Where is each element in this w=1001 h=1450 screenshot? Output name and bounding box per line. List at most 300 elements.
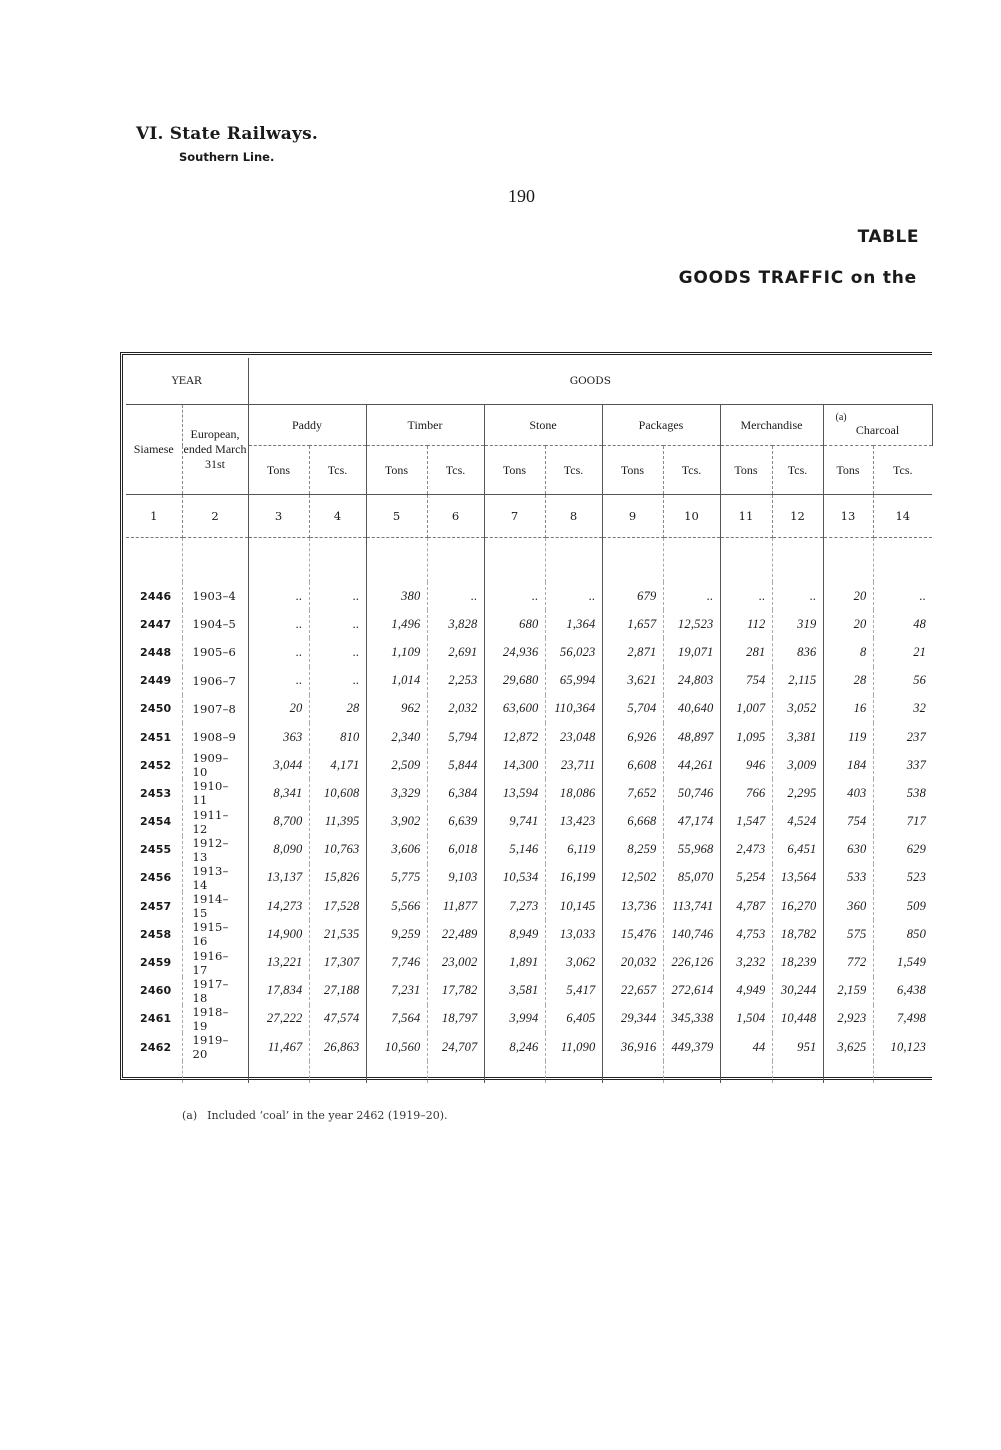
table-cell: 5,417: [545, 977, 602, 1005]
footnote-mark: (a): [182, 1109, 198, 1122]
table-cell: ..: [663, 582, 720, 610]
table-cell: 2,923: [823, 1005, 873, 1033]
unit-tons: Tons: [720, 446, 772, 495]
table-cell: 5,704: [602, 695, 663, 723]
table-cell: ..: [309, 667, 366, 695]
table-row: [126, 695, 932, 723]
unit-tcs: Tcs.: [663, 446, 720, 495]
table-cell: 14,900: [248, 920, 309, 948]
table-cell: 17,834: [248, 977, 309, 1005]
column-number: 2: [182, 495, 248, 538]
column-number: 11: [720, 495, 772, 538]
siamese-year-cell: 2449: [126, 667, 182, 695]
table-row: [126, 892, 932, 920]
table-cell: 48,897: [663, 723, 720, 751]
table-heading: GOODS TRAFFIC on the: [678, 268, 917, 288]
table-cell: 17,528: [309, 892, 366, 920]
table-cell: 44: [720, 1033, 772, 1061]
column-number: 13: [823, 495, 873, 538]
table-cell: 319: [772, 610, 823, 638]
table-cell: 10,123: [890, 1039, 927, 1054]
table-cell: 2,159: [823, 977, 873, 1005]
siamese-year-cell: 2456: [126, 864, 182, 892]
table-cell: 2,253: [427, 667, 484, 695]
table-cell: 237: [906, 729, 927, 744]
table-cell: 1,549: [896, 955, 927, 970]
table-cell: 3,994: [484, 1005, 545, 1033]
table-cell: 21: [913, 644, 927, 659]
table-row: [126, 667, 932, 695]
table-cell: ..: [309, 610, 366, 638]
column-number: 14: [873, 495, 932, 538]
table-cell: 5,566: [366, 892, 427, 920]
table-cell: 63,600: [484, 695, 545, 723]
table-row: [126, 920, 932, 948]
column-number: 10: [663, 495, 720, 538]
european-year-cell: 1906–7: [182, 667, 248, 695]
table-cell: 55,968: [663, 836, 720, 864]
siamese-year-cell: 2462: [126, 1033, 182, 1061]
table-cell: 56,023: [545, 638, 602, 666]
table-cell: ..: [248, 667, 309, 695]
table-cell: 13,137: [248, 864, 309, 892]
table-cell: 6,438: [896, 983, 927, 998]
table-body: [126, 538, 932, 1084]
table-cell: 836: [772, 638, 823, 666]
table-cell: 6,608: [602, 751, 663, 779]
table-row: [126, 808, 932, 836]
spacer-row: [126, 1061, 932, 1083]
european-year-cell: 1913–14: [182, 864, 248, 892]
footnote: [182, 1109, 448, 1122]
table-row: [126, 723, 932, 751]
unit-tcs: Tcs.: [309, 446, 366, 495]
column-number: 4: [309, 495, 366, 538]
siamese-year-cell: 2461: [126, 1005, 182, 1033]
siamese-year-cell: 2446: [126, 582, 182, 610]
table-cell: 17,307: [309, 948, 366, 976]
table-cell: 4,171: [309, 751, 366, 779]
table-cell: 29,680: [484, 667, 545, 695]
table-cell: 680: [484, 610, 545, 638]
table-cell: 112: [720, 610, 772, 638]
table-cell: 5,146: [484, 836, 545, 864]
column-number: 3: [248, 495, 309, 538]
table-cell: 23,002: [427, 948, 484, 976]
column-number: 12: [772, 495, 823, 538]
table-cell: 20,032: [602, 948, 663, 976]
table-cell: 4,753: [720, 920, 772, 948]
table-cell: 10,145: [545, 892, 602, 920]
table-cell: ..: [427, 582, 484, 610]
table-row: [126, 638, 932, 666]
table-row: [126, 1005, 932, 1033]
table-cell: 17,782: [427, 977, 484, 1005]
table-cell: ..: [309, 582, 366, 610]
table-cell: 1,496: [366, 610, 427, 638]
table-cell: ..: [772, 582, 823, 610]
siamese-header: Siamese: [126, 405, 182, 495]
table-cell: 44,261: [663, 751, 720, 779]
table-cell: 20: [248, 695, 309, 723]
table-cell: 5,775: [366, 864, 427, 892]
table-cell: ..: [545, 582, 602, 610]
table-cell: 9,741: [484, 808, 545, 836]
table-row: [126, 977, 932, 1005]
table-cell: 16,270: [772, 892, 823, 920]
table-cell: 47,174: [663, 808, 720, 836]
spacer-row: [126, 538, 932, 583]
table-cell: 8,700: [248, 808, 309, 836]
group-header-packages: Packages: [602, 405, 720, 446]
table-cell: 226,126: [663, 948, 720, 976]
table-cell: 403: [823, 779, 873, 807]
unit-tons: Tons: [484, 446, 545, 495]
european-header: European, ended March 31st: [182, 405, 248, 495]
unit-tons: Tons: [366, 446, 427, 495]
table-cell: 13,736: [602, 892, 663, 920]
table-cell: 23,048: [545, 723, 602, 751]
european-year-cell: 1909–10: [182, 751, 248, 779]
european-year-cell: 1910–11: [182, 779, 248, 807]
table-cell: 6,926: [602, 723, 663, 751]
table-cell: ..: [919, 588, 927, 603]
table-cell: 4,787: [720, 892, 772, 920]
table-cell: 6,119: [545, 836, 602, 864]
table-cell: 363: [248, 723, 309, 751]
table-cell: 8,246: [484, 1033, 545, 1061]
table-row: [126, 1033, 932, 1061]
table-cell: 509: [906, 898, 927, 913]
table-cell: 47,574: [309, 1005, 366, 1033]
table-cell: 7,746: [366, 948, 427, 976]
european-year-cell: 1915–16: [182, 920, 248, 948]
table-cell: 3,381: [772, 723, 823, 751]
table-row: [126, 751, 932, 779]
european-year-cell: 1907–8: [182, 695, 248, 723]
table-cell: 2,473: [720, 836, 772, 864]
section-subtitle: Southern Line.: [179, 150, 275, 164]
table-cell: 575: [823, 920, 873, 948]
table-row: [126, 610, 932, 638]
table-cell: 717: [906, 814, 927, 829]
table-cell: 11,090: [545, 1033, 602, 1061]
table-cell: 110,364: [545, 695, 602, 723]
table-cell: 962: [366, 695, 427, 723]
table-cell: 13,221: [248, 948, 309, 976]
table-cell: 26,863: [309, 1033, 366, 1061]
column-number: 1: [126, 495, 182, 538]
table-cell: 1,657: [602, 610, 663, 638]
siamese-year-cell: 2447: [126, 610, 182, 638]
table-cell: 5,794: [427, 723, 484, 751]
table-cell: 2,871: [602, 638, 663, 666]
table-cell: 30,244: [772, 977, 823, 1005]
unit-tons: Tons: [823, 446, 873, 495]
group-header-paddy: Paddy: [248, 405, 366, 446]
group-header-merchandise: Merchandise: [720, 405, 823, 446]
table-cell: 21,535: [309, 920, 366, 948]
table-cell: 6,451: [772, 836, 823, 864]
unit-tons: Tons: [248, 446, 309, 495]
table-cell: 56: [913, 673, 927, 688]
table-cell: 50,746: [663, 779, 720, 807]
table-cell: 380: [366, 582, 427, 610]
column-number: 6: [427, 495, 484, 538]
table-cell: 48: [913, 616, 927, 631]
table-cell: 40,640: [663, 695, 720, 723]
header-row-top: [126, 358, 932, 405]
table-cell: 28: [309, 695, 366, 723]
table-cell: 11,877: [427, 892, 484, 920]
table-cell: 630: [823, 836, 873, 864]
table-cell: 13,033: [545, 920, 602, 948]
siamese-year-cell: 2455: [126, 836, 182, 864]
table-cell: 19,071: [663, 638, 720, 666]
table-cell: 1,504: [720, 1005, 772, 1033]
table-label: TABLE: [857, 227, 919, 247]
unit-tcs: Tcs.: [427, 446, 484, 495]
unit-tcs: Tcs.: [873, 446, 932, 495]
table-cell: 24,936: [484, 638, 545, 666]
table-cell: 85,070: [663, 864, 720, 892]
table-cell: 11,395: [309, 808, 366, 836]
table-cell: 32: [913, 701, 927, 716]
table-cell: 12,872: [484, 723, 545, 751]
table-cell: 679: [602, 582, 663, 610]
table-cell: 345,338: [663, 1005, 720, 1033]
table-cell: 8,090: [248, 836, 309, 864]
table-cell: 7,498: [896, 1011, 927, 1026]
table-cell: 119: [823, 723, 873, 751]
table-cell: 18,086: [545, 779, 602, 807]
table-cell: 113,741: [663, 892, 720, 920]
table-cell: 2,032: [427, 695, 484, 723]
table-cell: 337: [906, 757, 927, 772]
table-cell: ..: [309, 638, 366, 666]
table-cell: 10,534: [484, 864, 545, 892]
table-cell: 3,062: [545, 948, 602, 976]
table-cell: 754: [720, 667, 772, 695]
table-cell: 3,902: [366, 808, 427, 836]
group-header-stone: Stone: [484, 405, 602, 446]
table-cell: 5,254: [720, 864, 772, 892]
table-cell: 14,300: [484, 751, 545, 779]
table-cell: 281: [720, 638, 772, 666]
table-cell: 3,232: [720, 948, 772, 976]
table-cell: 29,344: [602, 1005, 663, 1033]
table-cell: 360: [823, 892, 873, 920]
european-year-cell: 1911–12: [182, 808, 248, 836]
table-cell: 22,489: [427, 920, 484, 948]
table-cell: 6,668: [602, 808, 663, 836]
siamese-year-cell: 2450: [126, 695, 182, 723]
table-cell: 13,594: [484, 779, 545, 807]
european-year-cell: 1919–20: [182, 1033, 248, 1061]
column-number: 8: [545, 495, 602, 538]
table-cell: 2,691: [427, 638, 484, 666]
table-cell: 850: [906, 926, 927, 941]
table-cell: 3,329: [366, 779, 427, 807]
table-cell: 140,746: [663, 920, 720, 948]
table-cell: 3,052: [772, 695, 823, 723]
table-cell: 7,652: [602, 779, 663, 807]
european-year-cell: 1917–18: [182, 977, 248, 1005]
european-year-cell: 1918–19: [182, 1005, 248, 1033]
table-cell: 23,711: [545, 751, 602, 779]
table-cell: 10,560: [366, 1033, 427, 1061]
table-cell: 772: [823, 948, 873, 976]
table-cell: 27,188: [309, 977, 366, 1005]
european-year-cell: 1904–5: [182, 610, 248, 638]
table-cell: 10,608: [309, 779, 366, 807]
table-cell: 3,581: [484, 977, 545, 1005]
siamese-year-cell: 2453: [126, 779, 182, 807]
siamese-year-cell: 2448: [126, 638, 182, 666]
table-cell: 6,018: [427, 836, 484, 864]
table-row: [126, 836, 932, 864]
table-cell: 22,657: [602, 977, 663, 1005]
european-year-cell: 1908–9: [182, 723, 248, 751]
european-year-cell: 1912–13: [182, 836, 248, 864]
table-cell: 2,340: [366, 723, 427, 751]
table-cell: 18,239: [772, 948, 823, 976]
table-cell: 18,797: [427, 1005, 484, 1033]
table-cell: 523: [906, 870, 927, 885]
table-row: [126, 864, 932, 892]
table-cell: 1,014: [366, 667, 427, 695]
table-cell: 15,476: [602, 920, 663, 948]
table-cell: 1,007: [720, 695, 772, 723]
table-cell: 11,467: [248, 1033, 309, 1061]
column-number: 7: [484, 495, 545, 538]
charcoal-note-mark: (a): [835, 412, 847, 423]
european-year-cell: 1914–15: [182, 892, 248, 920]
table-cell: 1,364: [545, 610, 602, 638]
table-cell: 28: [823, 667, 873, 695]
goods-header: GOODS: [248, 358, 932, 405]
table-cell: 24,803: [663, 667, 720, 695]
table-cell: 6,405: [545, 1005, 602, 1033]
table-cell: 9,259: [366, 920, 427, 948]
table-cell: ..: [248, 582, 309, 610]
table-cell: 538: [906, 785, 927, 800]
table-cell: 1,547: [720, 808, 772, 836]
table-cell: 810: [309, 723, 366, 751]
table-cell: ..: [248, 610, 309, 638]
table-row: [126, 582, 932, 610]
column-number-row: [126, 495, 932, 538]
group-header-timber: Timber: [366, 405, 484, 446]
table-cell: 12,523: [663, 610, 720, 638]
table-cell: 3,606: [366, 836, 427, 864]
table-row: [126, 779, 932, 807]
table-cell: 3,009: [772, 751, 823, 779]
column-number: 9: [602, 495, 663, 538]
table-cell: 6,384: [427, 779, 484, 807]
siamese-year-cell: 2452: [126, 751, 182, 779]
table-cell: 2,295: [772, 779, 823, 807]
table-cell: 9,103: [427, 864, 484, 892]
siamese-year-cell: 2460: [126, 977, 182, 1005]
table-cell: 36,916: [602, 1033, 663, 1061]
siamese-year-cell: 2458: [126, 920, 182, 948]
european-year-cell: 1916–17: [182, 948, 248, 976]
table-cell: 27,222: [248, 1005, 309, 1033]
header-row-groups: [126, 405, 932, 446]
page-number: 190: [508, 186, 535, 206]
table-cell: 629: [906, 842, 927, 857]
table-cell: 15,826: [309, 864, 366, 892]
unit-tcs: Tcs.: [772, 446, 823, 495]
table-cell: 10,763: [309, 836, 366, 864]
siamese-year-cell: 2459: [126, 948, 182, 976]
siamese-year-cell: 2451: [126, 723, 182, 751]
table-cell: 24,707: [427, 1033, 484, 1061]
table-cell: 4,524: [772, 808, 823, 836]
table-cell: 7,231: [366, 977, 427, 1005]
charcoal-label: Charcoal: [855, 423, 900, 437]
table-cell: 7,564: [366, 1005, 427, 1033]
table-cell: 20: [823, 582, 873, 610]
table-row: [126, 948, 932, 976]
table-cell: 18,782: [772, 920, 823, 948]
table-cell: 184: [823, 751, 873, 779]
table-cell: ..: [248, 638, 309, 666]
table-cell: 20: [823, 610, 873, 638]
table-cell: 7,273: [484, 892, 545, 920]
table-cell: 10,448: [772, 1005, 823, 1033]
siamese-year-cell: 2454: [126, 808, 182, 836]
european-year-cell: 1903–4: [182, 582, 248, 610]
group-header-charcoal: [823, 405, 932, 446]
table-cell: 3,625: [823, 1033, 873, 1061]
table-cell: 449,379: [663, 1033, 720, 1061]
table-cell: 8,949: [484, 920, 545, 948]
siamese-year-cell: 2457: [126, 892, 182, 920]
table-cell: 5,844: [427, 751, 484, 779]
table-cell: 6,639: [427, 808, 484, 836]
table-cell: 1,095: [720, 723, 772, 751]
table-cell: 2,509: [366, 751, 427, 779]
section-title: VI. State Railways.: [136, 124, 318, 144]
table-cell: 16: [823, 695, 873, 723]
table-cell: 754: [823, 808, 873, 836]
column-number: 5: [366, 495, 427, 538]
table-cell: 3,044: [248, 751, 309, 779]
table-cell: ..: [720, 582, 772, 610]
footnote-text: Included ‘coal’ in the year 2462 (1919–20).: [207, 1109, 448, 1122]
table-cell: 946: [720, 751, 772, 779]
table-cell: 8,341: [248, 779, 309, 807]
table-cell: 14,273: [248, 892, 309, 920]
table-cell: 8,259: [602, 836, 663, 864]
table-cell: 16,199: [545, 864, 602, 892]
european-year-cell: 1905–6: [182, 638, 248, 666]
table-cell: 3,828: [427, 610, 484, 638]
unit-tons: Tons: [602, 446, 663, 495]
table-cell: 65,994: [545, 667, 602, 695]
table-cell: 8: [823, 638, 873, 666]
table-cell: 2,115: [772, 667, 823, 695]
table-cell: 1,891: [484, 948, 545, 976]
table-cell: 4,949: [720, 977, 772, 1005]
table-cell: 13,564: [772, 864, 823, 892]
table-cell: 766: [720, 779, 772, 807]
unit-tcs: Tcs.: [545, 446, 602, 495]
table-cell: 13,423: [545, 808, 602, 836]
table-cell: 533: [823, 864, 873, 892]
